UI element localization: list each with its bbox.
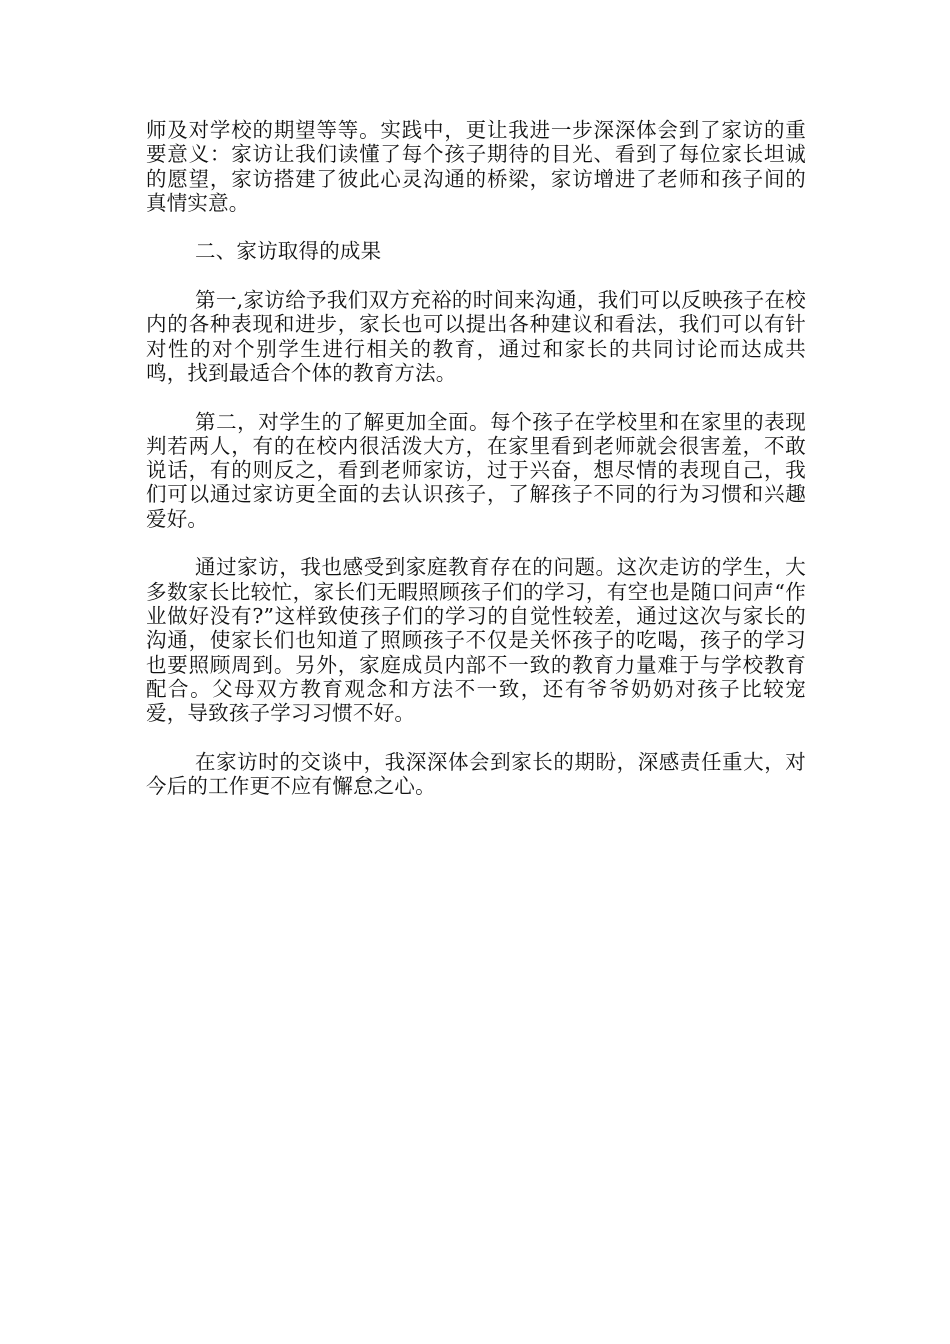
section-heading: 二、家访取得的成果: [195, 239, 382, 264]
document-body: [146, 118, 806, 823]
paragraph-family-education-issues: 通过家访，我也感受到家庭教育存在的问题。这次走访的学生，大多数家长比较忙，家长们无暇照顾孩子们的学习，有空也是随口问声“作业做好没有?”这样致使孩子们的学习的自觉性较差，通过这次与家长的沟通，使家长们也知道了照顾孩子不仅是关怀孩子的吃喝，孩子的学习也要照顾周到。另外，家庭成员内部不一致的教育力量难于与学校教育配合。父母双方教育观念和方法不一致，还有爷爷奶奶对孩子比较宠爱，导致孩子学习习惯不好。: [146, 555, 806, 726]
paragraph-conclusion: 在家访时的交谈中，我深深体会到家长的期盼，深感责任重大，对今后的工作更不应有懈怠之心。: [146, 749, 806, 799]
paragraph-first-point: 第一,家访给予我们双方充裕的时间来沟通，我们可以反映孩子在校内的各种表现和进步，家长也可以提出各种建议和看法，我们可以有针对性的对个别学生进行相关的教育，通过和家长的共同讨论而达成共鸣，找到最适合个体的教育方法。: [146, 288, 806, 385]
paragraph-continued: 师及对学校的期望等等。实践中，更让我进一步深深体会到了家访的重要意义：家访让我们读懂了每个孩子期待的目光、看到了每位家长坦诚的愿望，家访搭建了彼此心灵沟通的桥梁，家访增进了老师和孩子间的真情实意。: [146, 118, 806, 215]
paragraph-second-point: 第二，对学生的了解更加全面。每个孩子在学校里和在家里的表现判若两人，有的在校内很活泼大方，在家里看到老师就会很害羞，不敢说话，有的则反之，看到老师家访，过于兴奋，想尽情的表现自己，我们可以通过家访更全面的去认识孩子，了解孩子不同的行为习惯和兴趣爱好。: [146, 409, 806, 531]
